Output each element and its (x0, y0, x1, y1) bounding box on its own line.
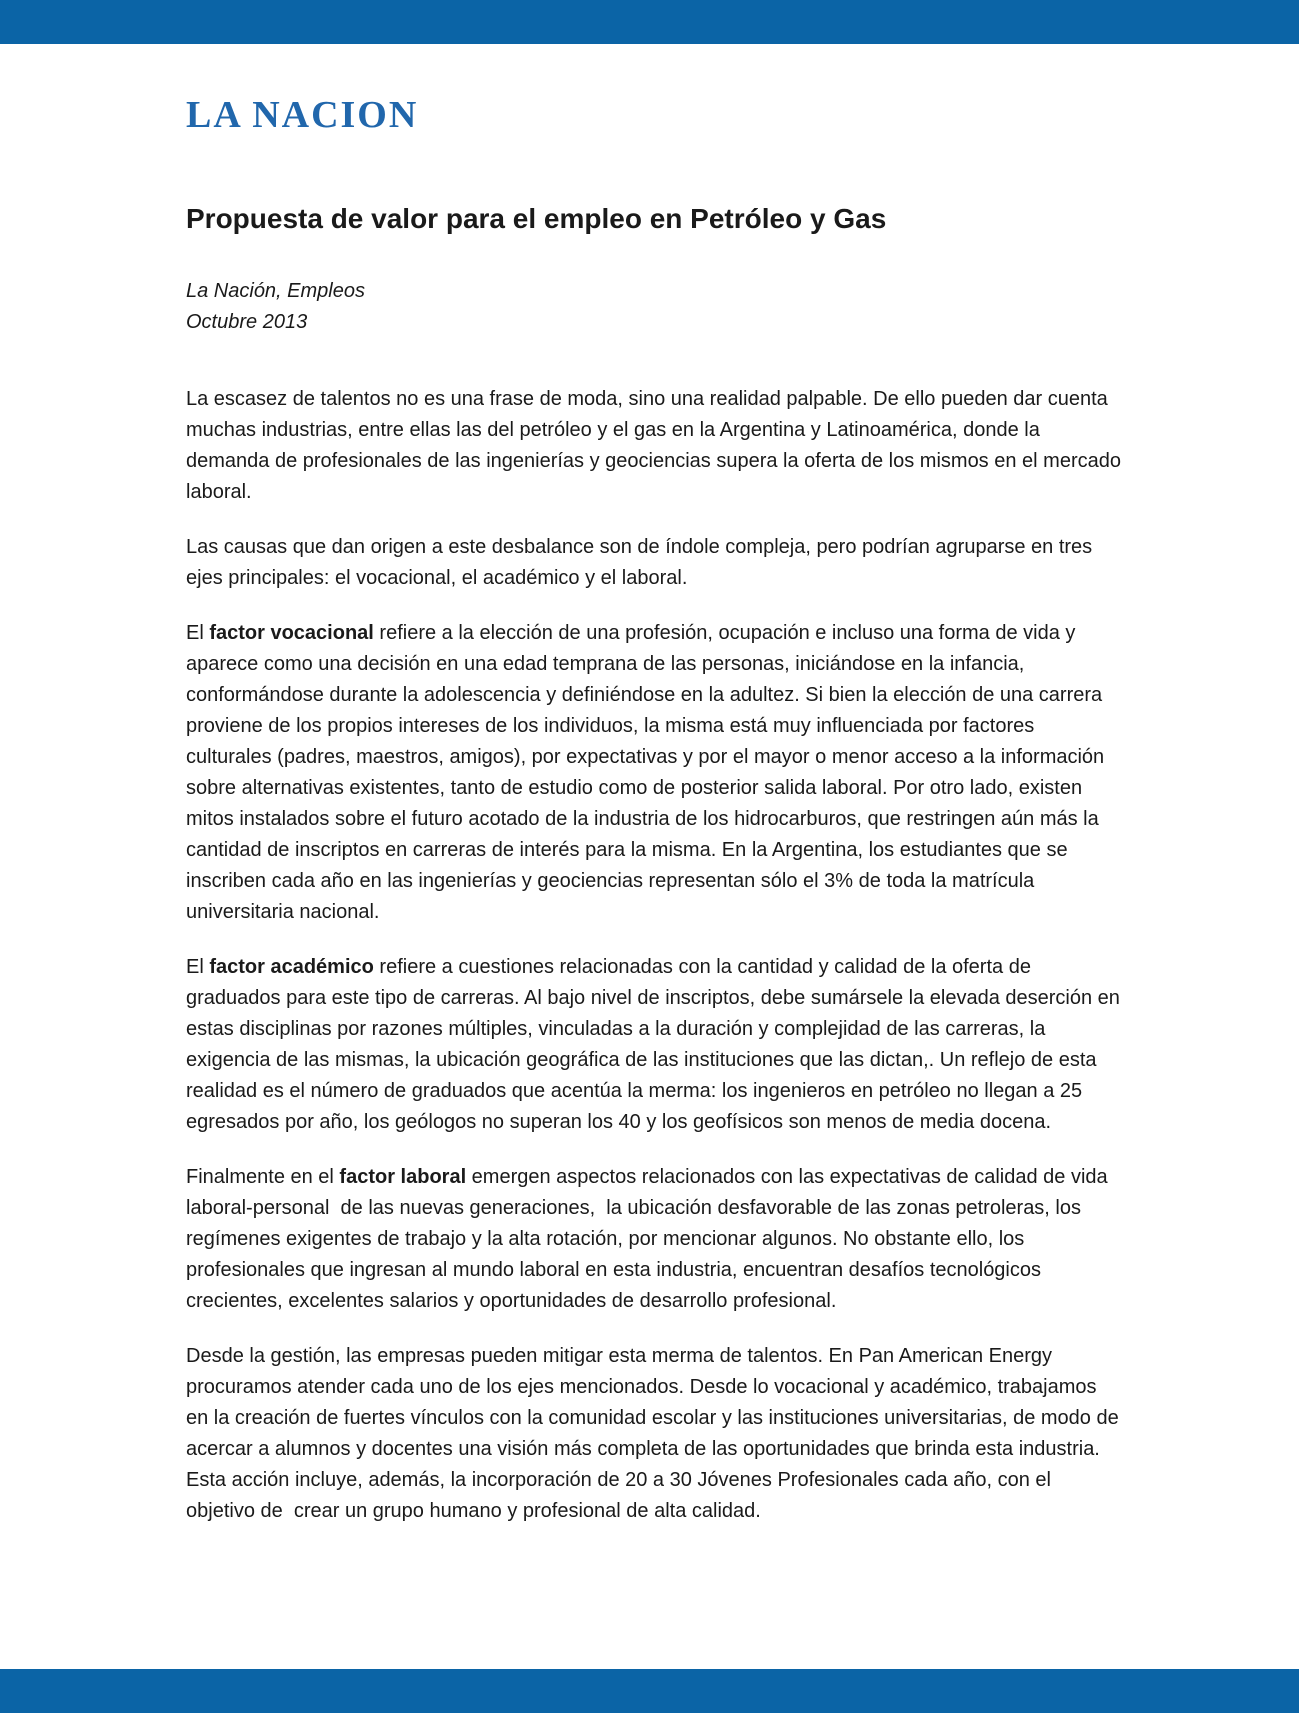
byline-date: Octubre 2013 (186, 310, 308, 333)
paragraph: El factor vocacional refiere a la elección de una profesión, ocupación e incluso una forma de vida y aparece como una decisión en una edad temprana de las personas, iniciándose en la infancia, conformándose durante la adolescencia y definiéndose en la adultez. Si bien la elección de una carrera proviene de los propios intereses de los individuos, la misma está muy influenciada por factores culturales (padres, maestros, amigos), por expectativas y por el mayor o menor acceso a la información sobre alternativas existentes, tanto de estudio como de posterior salida laboral. Por otro lado, existen mitos instalados sobre el futuro acotado de la industria de los hidrocarburos, que restringen aún más la cantidad de inscriptos en carreras de interés para la misma. En la Argentina, los estudiantes que se inscriben cada año en las ingenierías y geociencias representan sólo el 3% de toda la matrícula universitaria nacional. (186, 621, 1110, 923)
byline-source: La Nación, Empleos (186, 279, 365, 302)
paragraph: Desde la gestión, las empresas pueden mitigar esta merma de talentos. En Pan American Energy procuramos atender cada uno de los ejes mencionados. Desde lo vocacional y académico, trabajamos en la creación de fuertes vínculos con la comunidad escolar y las instituciones universitarias, de modo de acercar a alumnos y docentes una visión más completa de las oportunidades que brinda esta industria. Esta acción incluye, además, la incorporación de 20 a 30 Jóvenes Profesionales cada año, con el objetivo de crear un grupo humano y profesional de alta calidad. (186, 1344, 1125, 1522)
document-content (186, 44, 1127, 1551)
la-nacion-logo: LA NACION (186, 94, 419, 136)
top-banner (0, 0, 1299, 44)
bottom-banner (0, 1669, 1299, 1713)
article-title: Propuesta de valor para el empleo en Petróleo y Gas (186, 203, 887, 234)
paragraph: La escasez de talentos no es una frase de moda, sino una realidad palpable. De ello pueden dar cuenta muchas industrias, entre ellas las del petróleo y el gas en la Argentina y Latinoamérica, donde la demanda de profesionales de las ingenierías y geociencias supera la oferta de los mismos en el mercado laboral. (186, 387, 1127, 503)
article-body (186, 384, 1127, 1527)
paragraph: Finalmente en el factor laboral emergen aspectos relacionados con las expectativas de calidad de vida laboral-personal de las nuevas generaciones, la ubicación desfavorable de las zonas petroleras, los regímenes exigentes de trabajo y la alta rotación, por mencionar algunos. No obstante ello, los profesionales que ingresan al mundo laboral en esta industria, encuentran desafíos tecnológicos crecientes, excelentes salarios y oportunidades de desarrollo profesional. (186, 1165, 1114, 1312)
paragraph: Las causas que dan origen a este desbalance son de índole compleja, pero podrían agruparse en tres ejes principales: el vocacional, el académico y el laboral. (186, 535, 1098, 589)
byline (186, 276, 1121, 338)
paragraph: El factor académico refiere a cuestiones relacionadas con la cantidad y calidad de la oferta de graduados para este tipo de carreras. Al bajo nivel de inscriptos, debe sumársele la elevada deserción en estas disciplinas por razones múltiples, vinculadas a la duración y complejidad de las carreras, la exigencia de las mismas, la ubicación geográfica de las instituciones que las dictan,. Un reflejo de esta realidad es el número de graduados que acentúa la merma: los ingenieros en petróleo no llegan a 25 egresados por año, los geólogos no superan los 40 y los geofísicos son menos de media docena. (186, 955, 1126, 1133)
